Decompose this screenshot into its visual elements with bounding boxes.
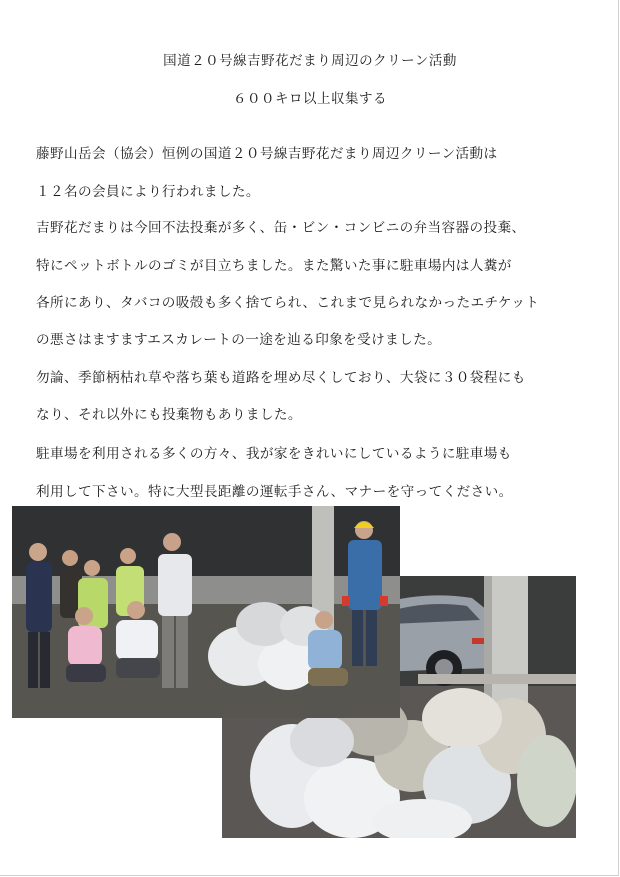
group-photo-volunteers xyxy=(12,506,400,718)
paragraph-line: １２名の会員により行われました。 xyxy=(36,184,260,200)
paragraph-line: なり、それ以外にも投棄物もありました。 xyxy=(36,407,302,423)
paragraph-line: 吉野花だまりは今回不法投棄が多く、缶・ビン・コンビニの弁当容器の投棄、 xyxy=(36,220,526,236)
paragraph-line: 藤野山岳会（協会）恒例の国道２０号線吉野花だまり周辺クリーン活動は xyxy=(36,146,498,162)
document-title: 国道２０号線吉野花だまり周辺のクリーン活動 xyxy=(163,53,457,69)
paragraph-line: 利用して下さい。特に大型長距離の運転手さん、マナーを守ってください。 xyxy=(36,484,513,500)
paragraph-line: 勿論、季節柄枯れ草や落ち葉も道路を埋め尽くしており、大袋に３０袋程にも xyxy=(36,370,526,386)
paragraph-line: 駐車場を利用される多くの方々、我が家をきれいにしているように駐車場も xyxy=(36,446,512,462)
document-subtitle: ６００キロ以上収集する xyxy=(233,91,387,107)
paragraph-line: 特にペットボトルのゴミが目立ちました。また驚いた事に駐車場内は人糞が xyxy=(36,258,512,274)
paragraph-line: 各所にあり、タバコの吸殻も多く捨てられ、これまで見られなかったエチケット xyxy=(36,295,540,311)
paragraph-line: の悪さはますますエスカレートの一途を辿る印象を受けました。 xyxy=(36,332,442,348)
